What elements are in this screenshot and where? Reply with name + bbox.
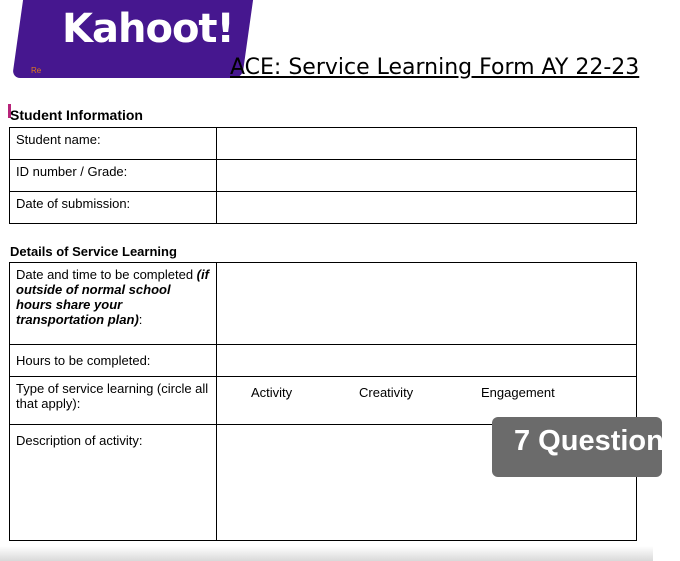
- bottom-shadow: [0, 546, 653, 561]
- hours-field[interactable]: [217, 345, 637, 377]
- service-details-table: [9, 262, 637, 541]
- option-creativity[interactable]: Creativity: [359, 385, 414, 400]
- student-name-field[interactable]: [217, 128, 637, 160]
- option-engagement[interactable]: Engagement: [481, 385, 555, 400]
- student-info-table: [9, 127, 637, 224]
- kahoot-logo: Kahoot!: [62, 6, 234, 52]
- submission-date-field[interactable]: [217, 192, 637, 224]
- page-title: ACE: Service Learning Form AY 22-23: [230, 55, 640, 80]
- service-details-heading: Details of Service Learning: [10, 244, 177, 259]
- questions-count-badge[interactable]: 7 Questions: [492, 417, 662, 477]
- description-label: Description of activity:: [10, 425, 217, 541]
- hours-label: Hours to be completed:: [10, 345, 217, 377]
- service-type-label: Type of service learning (circle all that apply):: [10, 377, 217, 425]
- submission-date-label: Date of submission:: [10, 192, 217, 224]
- date-time-label: Date and time to be completed (if outside of normal school hours share your transportation plan):: [10, 263, 217, 345]
- id-grade-field[interactable]: [217, 160, 637, 192]
- id-grade-label: ID number / Grade:: [10, 160, 217, 192]
- student-info-heading: Student Information: [10, 107, 143, 123]
- option-activity[interactable]: Activity: [251, 385, 293, 400]
- student-name-label: Student name:: [10, 128, 217, 160]
- date-time-field[interactable]: [217, 263, 637, 345]
- partial-logo-text: Re: [31, 66, 42, 75]
